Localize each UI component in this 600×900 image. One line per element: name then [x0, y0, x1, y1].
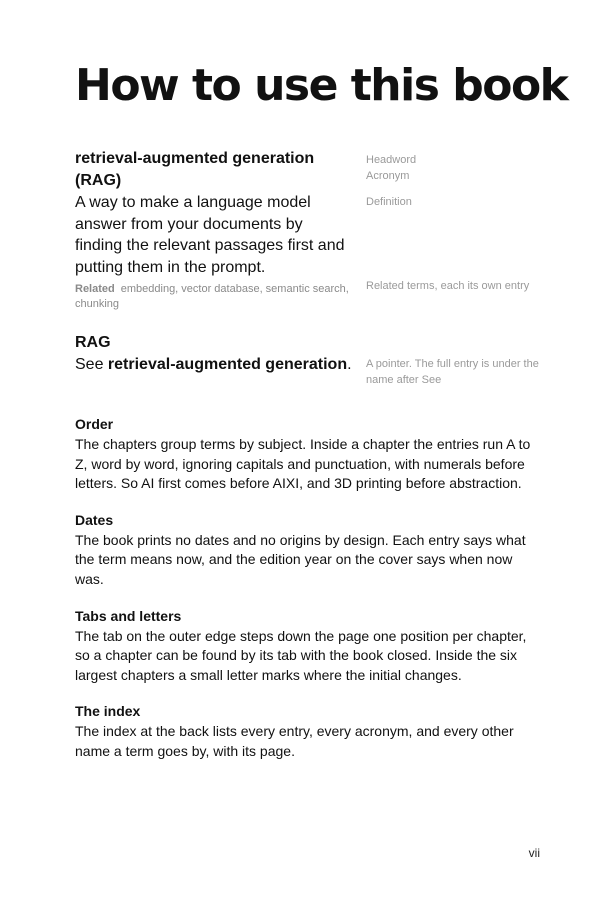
see-target: retrieval-augmented generation: [107, 356, 348, 373]
section-body: The book prints no dates and no origins by design. Each entry says what the term means now, and the edition year on the cover says when now was.: [75, 531, 526, 587]
entry-related: [75, 282, 353, 312]
section-order: [75, 414, 545, 494]
note-related: Related terms, each its own entry: [366, 280, 530, 292]
related-terms: embedding, vector database, semantic search, chunking: [75, 283, 349, 310]
page-number: vii: [528, 846, 540, 860]
entry-main-pointer: [75, 332, 353, 376]
section-tabs-and-letters: [75, 606, 545, 686]
note-acronym-label: Acronym: [366, 170, 410, 182]
section-body: The tab on the outer edge steps down the page one position per chapter, so a chapter can be found by its tab with the book closed. Inside the six largest chapters a small letter marks where the initial changes.: [75, 627, 527, 683]
guide-sections: [75, 414, 545, 778]
sample-entries: [75, 148, 545, 386]
section-heading: Dates: [75, 511, 114, 528]
section-body: The chapters group terms by subject. Inside a chapter the entries run A to Z, word by word, ignoring capitals and punctuation, with numerals before letters. So AI first comes before AIXI, and 3D printing before abstraction.: [75, 436, 531, 492]
note-definition: Definition: [366, 196, 412, 208]
entry-main: [75, 148, 353, 312]
sample-entry-rag-pointer: [75, 332, 545, 386]
section-index: [75, 701, 545, 761]
pointer-headword: RAG: [75, 334, 111, 351]
note-pointer: A pointer. The full entry is under the name after See: [366, 358, 539, 386]
section-heading: The index: [75, 703, 141, 720]
sample-entry-rag-full: [75, 148, 545, 312]
page-title: How to use this book: [75, 60, 568, 111]
related-label: Related: [75, 283, 115, 295]
see-prefix: See: [75, 356, 108, 373]
see-suffix: .: [347, 356, 352, 373]
section-heading: Tabs and letters: [75, 607, 182, 624]
note-headword-label: Headword: [366, 154, 417, 166]
section-heading: Order: [75, 416, 114, 432]
note-headword: [366, 152, 546, 184]
section-body: The index at the back lists every entry, every acronym, and every other name a term goes by, with its page.: [75, 723, 514, 759]
section-dates: [75, 510, 545, 590]
entry-definition: A way to make a language model answer from your documents by finding the relevant passages first and putting them in the prompt.: [75, 194, 345, 276]
entry-headword: retrieval-augmented generation (RAG): [75, 150, 315, 189]
pointer-definition: [75, 354, 353, 376]
